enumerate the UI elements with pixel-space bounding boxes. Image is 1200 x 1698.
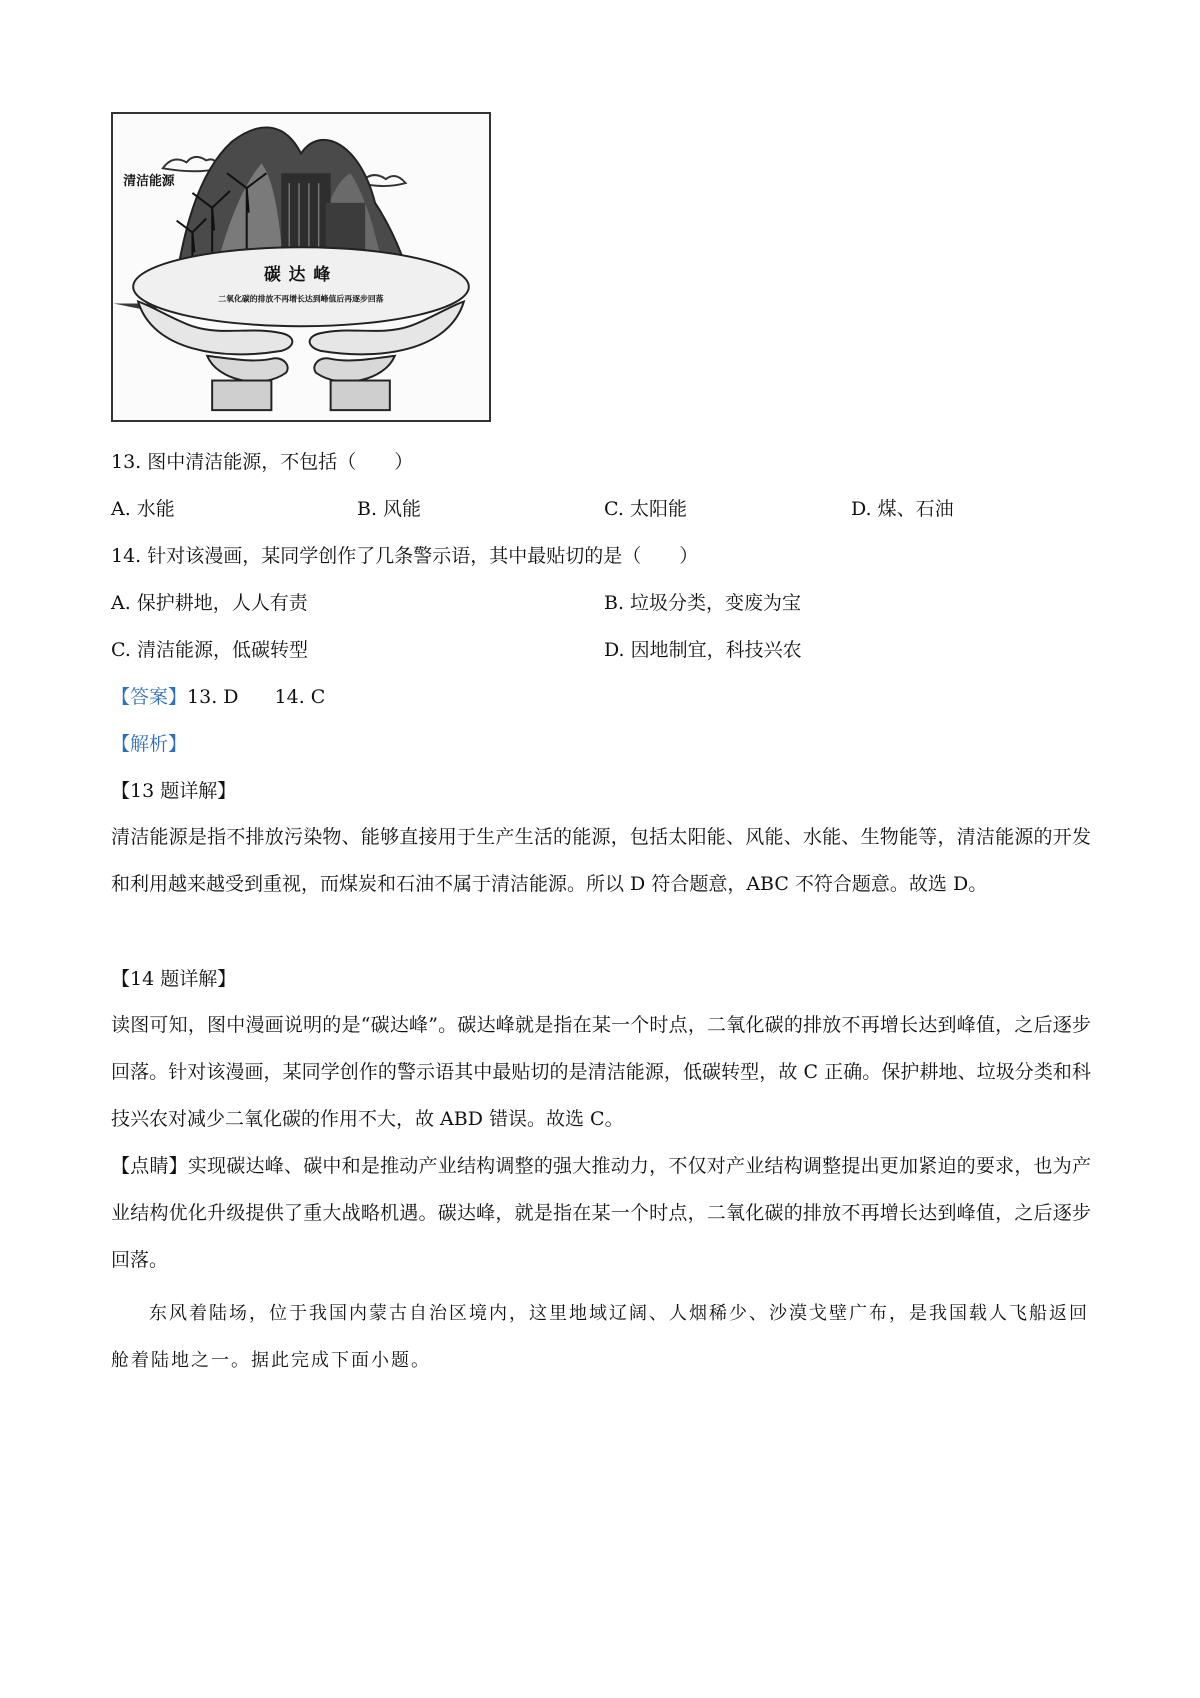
q14-option-c: C. 清洁能源，低碳转型	[111, 639, 308, 661]
detail13-text: 清洁能源是指不排放污染物、能够直接用于生产生活的能源，包括太阳能、风能、水能、生物能等，清洁能源的开发和利用越来越受到重视，而煤炭和石油不属于清洁能源。所以 D 符合题意，ABC 不符合题意。故选 D。	[111, 826, 1091, 895]
answer-14: 14. C	[274, 686, 326, 708]
answer-line	[111, 685, 325, 710]
detail13-heading: 【13 题详解】	[111, 780, 237, 802]
q14-option-d: D. 因地制宜，科技兴农	[604, 639, 802, 661]
clean-energy-label: 清洁能源	[123, 174, 175, 190]
q13-option-c: C. 太阳能	[604, 498, 687, 520]
carbon-peak-title: 碳达峰	[264, 263, 338, 284]
q14-stem: 14. 针对该漫画，某同学创作了几条警示语，其中最贴切的是（ ）	[111, 545, 699, 567]
answer-13: 13. D	[187, 686, 239, 708]
carbon-peak-caption: 二氧化碳的排放不再增长达到峰值后再逐步回落	[218, 294, 384, 304]
q14-option-a: A. 保护耕地，人人有责	[111, 592, 308, 614]
answer-tag: 【答案】	[111, 686, 188, 708]
carbon-peak-cartoon-image	[113, 114, 489, 420]
analysis-tag: 【解析】	[111, 733, 188, 755]
tip-text: 【点睛】实现碳达峰、碳中和是推动产业结构调整的强大推动力，不仅对产业结构调整提出更加紧迫的要求，也为产业结构优化升级提供了重大战略机遇。碳达峰，就是指在某一个时点，二氧化碳的排放不再增长达到峰值，之后逐步回落。	[111, 1155, 1091, 1271]
q13-stem: 13. 图中清洁能源，不包括（ ）	[111, 451, 414, 473]
cartoon-figure	[111, 112, 491, 422]
detail14-heading: 【14 题详解】	[111, 968, 237, 990]
next-intro-text: 东风着陆场，位于我国内蒙古自治区境内，这里地域辽阔、人烟稀少、沙漠戈壁广布，是我国载人飞船返回舱着陆地之一。据此完成下面小题。	[111, 1303, 1089, 1371]
q13-option-a: A. 水能	[111, 498, 175, 520]
q13-option-b: B. 风能	[357, 498, 422, 520]
detail14-text: 读图可知，图中漫画说明的是“碳达峰”。碳达峰就是指在某一个时点，二氧化碳的排放不再增长达到峰值，之后逐步回落。针对该漫画，某同学创作的警示语其中最贴切的是清洁能源，低碳转型，故 C 正确。保护耕地、垃圾分类和科技兴农对减少二氧化碳的作用不大，故 ABD 错误。故选 C。	[111, 1014, 1091, 1130]
q13-option-d: D. 煤、石油	[851, 498, 954, 520]
q14-option-b: B. 垃圾分类，变废为宝	[604, 592, 802, 614]
